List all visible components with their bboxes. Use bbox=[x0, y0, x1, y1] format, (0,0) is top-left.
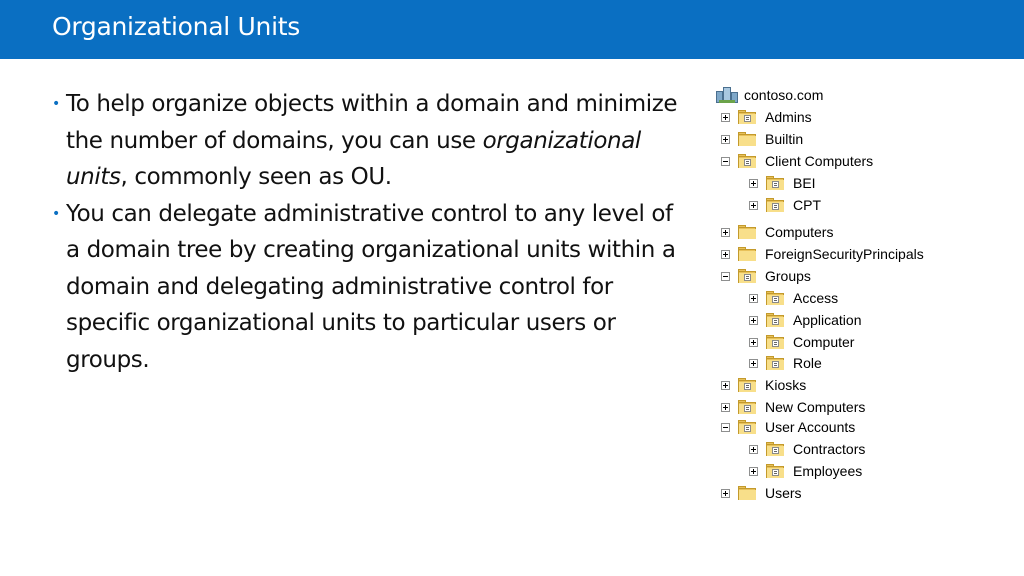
slide-title: Organizational Units bbox=[52, 12, 300, 41]
bullet-1-emphasis: organizational units bbox=[66, 127, 641, 190]
ou-folder-icon bbox=[765, 291, 785, 306]
folder-icon bbox=[737, 132, 757, 147]
tree-node-label: CPT bbox=[793, 197, 821, 213]
tree-root-label: contoso.com bbox=[744, 87, 824, 103]
tree-node-contractors[interactable] bbox=[749, 440, 865, 458]
tree-node-new-computers[interactable] bbox=[721, 398, 865, 416]
tree-node-application[interactable] bbox=[749, 311, 862, 329]
ou-folder-icon bbox=[737, 378, 757, 393]
tree-node-client-computers[interactable] bbox=[721, 152, 873, 170]
folder-icon bbox=[737, 225, 757, 240]
ou-folder-icon bbox=[765, 442, 785, 457]
tree-node-label: Access bbox=[793, 290, 839, 306]
collapse-minus-icon[interactable] bbox=[721, 272, 730, 281]
tree-node-label: Role bbox=[793, 355, 822, 371]
tree-node-label: Application bbox=[793, 312, 862, 328]
ou-folder-icon bbox=[737, 400, 757, 415]
tree-node-label: New Computers bbox=[765, 399, 866, 415]
expand-plus-icon[interactable] bbox=[721, 489, 730, 498]
tree-node-foreign-security-principals[interactable] bbox=[721, 245, 924, 263]
expand-plus-icon[interactable] bbox=[749, 201, 758, 210]
tree-node-label: Kiosks bbox=[765, 377, 807, 393]
tree-node-label: BEI bbox=[793, 175, 816, 191]
title-bar bbox=[0, 0, 1024, 59]
expand-plus-icon[interactable] bbox=[721, 113, 730, 122]
tree-node-label: ForeignSecurityPrincipals bbox=[765, 246, 924, 262]
tree-node-groups[interactable] bbox=[721, 267, 811, 285]
expand-plus-icon[interactable] bbox=[749, 294, 758, 303]
tree-node-access[interactable] bbox=[749, 289, 838, 307]
tree-node-label: User Accounts bbox=[765, 419, 856, 435]
ou-folder-icon bbox=[737, 110, 757, 125]
bullet-1-text-start: To help organize objects within a domain and minimize the number of domains, you can use bbox=[66, 91, 678, 154]
tree-node-label: Builtin bbox=[765, 131, 804, 147]
expand-plus-icon[interactable] bbox=[749, 316, 758, 325]
expand-plus-icon[interactable] bbox=[749, 179, 758, 188]
bullet-item-1 bbox=[52, 86, 682, 196]
expand-plus-icon[interactable] bbox=[749, 445, 758, 454]
ou-folder-icon bbox=[765, 356, 785, 371]
folder-icon bbox=[737, 486, 757, 501]
collapse-minus-icon[interactable] bbox=[721, 157, 730, 166]
ou-folder-icon bbox=[765, 464, 785, 479]
tree-node-computer[interactable] bbox=[749, 333, 854, 351]
tree-node-cpt[interactable] bbox=[749, 196, 821, 214]
tree-node-builtin[interactable] bbox=[721, 130, 803, 148]
expand-plus-icon[interactable] bbox=[721, 250, 730, 259]
expand-plus-icon[interactable] bbox=[721, 403, 730, 412]
bullet-dot-icon: • bbox=[52, 205, 60, 222]
tree-node-label: Computer bbox=[793, 334, 855, 350]
tree-node-admins[interactable] bbox=[721, 108, 812, 126]
tree-node-label: Client Computers bbox=[765, 153, 874, 169]
tree-node-label: Contractors bbox=[793, 441, 866, 457]
folder-icon bbox=[737, 247, 757, 262]
tree-node-label: Groups bbox=[765, 268, 811, 284]
ou-folder-icon bbox=[765, 198, 785, 213]
tree-node-label: Computers bbox=[765, 224, 834, 240]
bullet-dot-icon: • bbox=[52, 96, 60, 112]
bullet-1-text-end: , commonly seen as OU. bbox=[120, 164, 392, 190]
expand-plus-icon[interactable] bbox=[749, 467, 758, 476]
bullet-2-text: You can delegate administrative control to any level of a domain tree by creating organizational units within a domain and delegating administrative control for specific organizational units to particular users or groups. bbox=[66, 200, 676, 373]
ou-folder-icon bbox=[737, 154, 757, 169]
expand-plus-icon[interactable] bbox=[749, 338, 758, 347]
bullet-list bbox=[52, 86, 682, 378]
bullet-item-2 bbox=[52, 196, 682, 379]
tree-root-contoso[interactable] bbox=[716, 86, 823, 104]
ou-folder-icon bbox=[765, 335, 785, 350]
ou-folder-icon bbox=[737, 269, 757, 284]
tree-node-user-accounts[interactable] bbox=[721, 418, 855, 436]
tree-node-employees[interactable] bbox=[749, 462, 862, 480]
tree-node-label: Admins bbox=[765, 109, 812, 125]
expand-plus-icon[interactable] bbox=[749, 359, 758, 368]
tree-node-role[interactable] bbox=[749, 354, 822, 372]
ou-folder-icon bbox=[737, 420, 757, 435]
ou-folder-icon bbox=[765, 313, 785, 328]
tree-node-label: Users bbox=[765, 485, 802, 501]
tree-node-kiosks[interactable] bbox=[721, 376, 806, 394]
tree-node-users[interactable] bbox=[721, 484, 802, 502]
expand-plus-icon[interactable] bbox=[721, 228, 730, 237]
tree-node-bei[interactable] bbox=[749, 174, 816, 192]
tree-node-label: Employees bbox=[793, 463, 863, 479]
expand-plus-icon[interactable] bbox=[721, 135, 730, 144]
tree-node-computers[interactable] bbox=[721, 223, 833, 241]
expand-plus-icon[interactable] bbox=[721, 381, 730, 390]
ou-folder-icon bbox=[765, 176, 785, 191]
collapse-minus-icon[interactable] bbox=[721, 423, 730, 432]
domain-icon bbox=[716, 86, 738, 104]
